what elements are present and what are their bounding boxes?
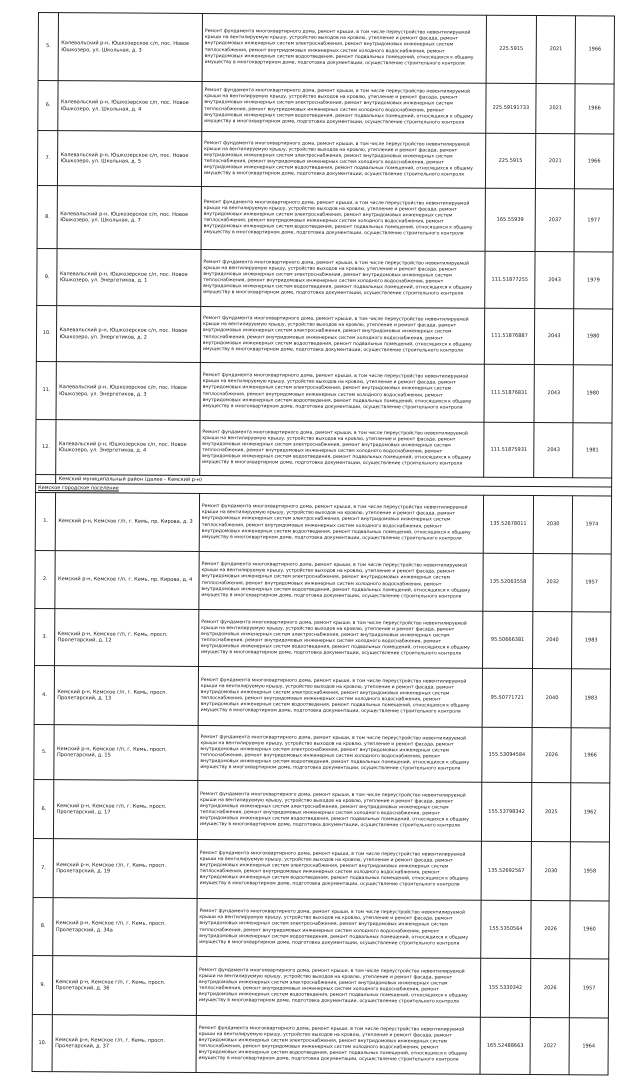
- year-built-cell: 1962: [571, 783, 610, 842]
- year-work-cell: 2026: [531, 959, 570, 1018]
- works-cell: Ремонт фундамента многоквартирного дома, ремонт крыши, в том числе переустройство невентилируемой крыши на вентилируемую крышу, устройство выходов на кровлю, утепление и ремонт фасада, ремонт внутридомовых инженерных систем электроснабжения, ремонт внутридомовых инженерных систем теплоснабжения, ремонт внутридомовых инженерных систем холодного водоснабжения, ремонт внутридомовых инженерных систем водоотведения, ремонт подвальных помещений, относящихся к общему имуществу в многоквартирном доме, подготовка документации, осуществление строительного контроля: [197, 839, 481, 900]
- table-row: [37, 248, 613, 309]
- year-work-cell: 2037: [535, 189, 574, 252]
- year-built-cell: 1979: [574, 252, 613, 309]
- repair-program-table: [32, 12, 615, 1076]
- works-cell: Ремонт фундамента многоквартирного дома, ремонт крыши, в том числе переустройство невентилируемой крыши на вентилируемую крышу, устройство выходов на кровлю, утепление и ремонт фасада, ремонт внутридомовых инженерных систем электроснабжения, ремонт внутридомовых инженерных систем теплоснабжения, ремонт внутридомовых инженерных систем холодного водоснабжения, ремонт внутридомовых инженерных систем водоотведения, ремонт подвальных помещений, относящихся к общему имуществу в многоквартирном доме, подготовка документации, осуществление строительного контроля: [198, 666, 482, 727]
- works-cell: Ремонт фундамента многоквартирного дома, ремонт крыши, в том числе переустройство невентилируемой крыши на вентилируемую крышу, устройство выходов на кровлю, утепление и ремонт фасада, ремонт внутридомовых инженерных систем электроснабжения, ремонт внутридомовых инженерных систем теплоснабжения, ремонт внутридомовых инженерных систем холодного водоснабжения, ремонт внутридомовых инженерных систем водоотведения, ремонт подвальных помещений, относящихся к общему имуществу в многоквартирном доме, подготовка документации, осуществление строительного контроля: [199, 493, 483, 553]
- row-number: 10.: [32, 1014, 53, 1071]
- row-number: 3.: [35, 608, 56, 665]
- address-cell: Кемский р-н, Кемское г/п, г. Кемь, просп. Пролетарский, д. 13: [55, 666, 199, 726]
- cost-cell: 165.55939: [485, 188, 536, 251]
- table-row: [35, 608, 611, 669]
- section-settlement-label: Кемское городское поселение: [38, 484, 119, 492]
- year-built-cell: 1974: [572, 496, 611, 554]
- cost-cell: 225.59191733: [485, 83, 536, 133]
- works-cell: Ремонт фундамента многоквартирного дома, ремонт крыши, в том числе переустройство невентилируемой крыши на вентилируемую крышу, устройство выходов на кровлю, утепление и ремонт фасада, ремонт внутридомовых инженерных систем электроснабжения, ремонт внутридомовых инженерных систем теплоснабжения, ремонт внутридомовых инженерных систем холодного водоснабжения, ремонт внутридомовых инженерных систем водоотведения, ремонт подвальных помещений, относящихся к общему имуществу в многоквартирном доме, подготовка документации, осуществление строительного контроля: [198, 725, 482, 782]
- row-number: 10.: [36, 305, 57, 361]
- address-cell: Калевальский р-н, Юшкозерское с/п, пос. Новое Юшкозеро, ул. Школьная, д. 4: [58, 81, 202, 132]
- year-built-cell: 1957: [569, 959, 608, 1018]
- address-cell: Кемский р-н, Кемское г/п, г. Кемь, просп. Пролетарский, д. 37: [53, 1015, 197, 1073]
- row-number: 5.: [34, 724, 55, 779]
- year-work-cell: 2032: [533, 554, 572, 612]
- year-work-cell: 2021: [536, 84, 575, 134]
- year-work-cell: 2030: [533, 496, 572, 554]
- year-built-cell: 1977: [574, 189, 613, 252]
- year-built-cell: 1980: [573, 365, 612, 423]
- address-cell: Кемский р-н, Кемское г/п, г. Кемь, просп. Пролетарский, д. 15: [54, 725, 198, 781]
- cost-cell: 95.50771721: [482, 668, 533, 727]
- cost-cell: 95.50666381: [482, 611, 533, 668]
- address-cell: Кемский р-н, Кемское г/п, г. Кемь, просп. Пролетарский, д. 17: [54, 780, 198, 840]
- section-empty-cell: [36, 474, 57, 483]
- row-number: 5.: [38, 13, 59, 81]
- table-row: [34, 665, 610, 728]
- cost-cell: 111.51877255: [484, 251, 535, 308]
- works-cell: Ремонт фундамента многоквартирного дома, ремонт крыши, в том числе переустройство невентилируемой крыши на вентилируемую крышу, устройство выходов на кровлю, утепление и ремонт фасада, ремонт внутридомовых инженерных систем электроснабжения, ремонт внутридомовых инженерных систем теплоснабжения, ремонт внутридомовых инженерных систем холодного водоснабжения, ремонт внутридомовых инженерных систем водоотведения, ремонт подвальных помещений, относящихся к общему имуществу в многоквартирном доме, подготовка документации, осуществление строительного контроля: [197, 898, 481, 958]
- cost-cell: 225.5915: [486, 15, 537, 83]
- works-cell: Ремонт фундамента многоквартирного дома, ремонт крыши, в том числе переустройство невентилируемой крыши на вентилируемую крышу, устройство выходов на кровлю, утепление и ремонт фасада, ремонт внутридомовых инженерных систем электроснабжения, ремонт внутридомовых инженерных систем теплоснабжения, ремонт внутридомовых инженерных систем холодного водоснабжения, ремонт внутридомовых инженерных систем водоотведения, ремонт подвальных помещений, относящихся к общему имуществу в многоквартирном доме, подготовка документации, осуществление строительного контроля: [200, 306, 484, 364]
- address-cell: Калевальский р-н, Юшкозерское с/п, пос. Новое Юшкозеро, ул. Школьная, д. 7: [58, 186, 202, 250]
- works-cell: Ремонт фундамента многоквартирного дома, ремонт крыши, в том числе переустройство невентилируемой крыши на вентилируемую крышу, устройство выходов на кровлю, утепление и ремонт фасада, ремонт внутридомовых инженерных систем электроснабжения, ремонт внутридомовых инженерных систем теплоснабжения, ремонт внутридомовых инженерных систем холодного водоснабжения, ремонт внутридомовых инженерных систем водоотведения, ремонт подвальных помещений, относящихся к общему имуществу в многоквартирном доме, подготовка документации, осуществление строительного контроля: [201, 132, 485, 189]
- works-cell: Ремонт фундамента многоквартирного дома, ремонт крыши, в том числе переустройство невентилируемой крыши на вентилируемую крышу, устройство выходов на кровлю, утепление и ремонт фасада, ремонт внутридомовых инженерных систем электроснабжения, ремонт внутридомовых инженерных систем теплоснабжения, ремонт внутридомовых инженерных систем холодного водоснабжения, ремонт внутридомовых инженерных систем водоотведения, ремонт подвальных помещений, относящихся к общему имуществу в многоквартирном доме, подготовка документации, осуществление строительного контроля: [198, 609, 482, 668]
- year-built-cell: 1966: [575, 16, 614, 84]
- cost-cell: 111.51876887: [484, 308, 535, 364]
- works-cell: Ремонт фундамента многоквартирного дома, ремонт крыши, в том числе переустройство невентилируемой крыши на вентилируемую крышу, устройство выходов на кровлю, утепление и ремонт фасада, ремонт внутридомовых инженерных систем электроснабжения, ремонт внутридомовых инженерных систем теплоснабжения, ремонт внутридомовых инженерных систем холодного водоснабжения, ремонт внутридомовых инженерных систем водоотведения, ремонт подвальных помещений, относящихся к общему имуществу в многоквартирном доме, подготовка документации, осуществление строительного контроля: [200, 420, 484, 477]
- year-built-cell: 1966: [571, 728, 610, 783]
- year-built-cell: 1981: [573, 423, 612, 478]
- works-cell: Ремонт фундамента многоквартирного дома, ремонт крыши, в том числе переустройство невентилируемой крыши на вентилируемую крышу, устройство выходов на кровлю, утепление и ремонт фасада, ремонт внутридомовых инженерных систем электроснабжения, ремонт внутридомовых инженерных систем теплоснабжения, ремонт внутридомовых инженерных систем холодного водоснабжения, ремонт внутридомовых инженерных систем водоотведения, ремонт подвальных помещений, относящихся к общему имуществу в многоквартирном доме, подготовка документации, осуществление строительного контроля: [196, 1015, 480, 1074]
- year-work-cell: 2030: [531, 842, 570, 901]
- table-row: [35, 492, 611, 554]
- year-work-cell: 2040: [532, 669, 571, 728]
- cost-cell: 165.52488663: [480, 1017, 531, 1074]
- works-cell: Ремонт фундамента многоквартирного дома, ремонт крыши, в том числе переустройство невентилируемой крыши на вентилируемую крышу, устройство выходов на кровлю, утепление и ремонт фасада, ремонт внутридомовых инженерных систем электроснабжения, ремонт внутридомовых инженерных систем теплоснабжения, ремонт внутридомовых инженерных систем холодного водоснабжения, ремонт внутридомовых инженерных систем водоотведения, ремонт подвальных помещений, относящихся к общему имуществу в многоквартирном доме, подготовка документации, осуществление строительного контроля: [199, 551, 483, 611]
- works-cell: Ремонт фундамента многоквартирного дома, ремонт крыши, в том числе переустройство невентилируемой крыши на вентилируемую крышу, устройство выходов на кровлю, утепление и ремонт фасада, ремонт внутридомовых инженерных систем электроснабжения, ремонт внутридомовых инженерных систем теплоснабжения, ремонт внутридомовых инженерных систем холодного водоснабжения, ремонт внутридомовых инженерных систем водоотведения, ремонт подвальных помещений, относящихся к общему имуществу в многоквартирном доме, подготовка документации, осуществление строительного контроля: [202, 14, 486, 84]
- works-cell: Ремонт фундамента многоквартирного дома, ремонт крыши, в том числе переустройство невентилируемой крыши на вентилируемую крышу, устройство выходов на кровлю, утепление и ремонт фасада, ремонт внутридомовых инженерных систем электроснабжения, ремонт внутридомовых инженерных систем теплоснабжения, ремонт внутридомовых инженерных систем холодного водоснабжения, ремонт внутридомовых инженерных систем водоотведения, ремонт подвальных помещений, относящихся к общему имуществу в многоквартирном доме, подготовка документации, осуществление строительного контроля: [201, 187, 485, 252]
- row-number: 1.: [35, 492, 56, 550]
- table-row: [32, 1014, 608, 1075]
- year-built-cell: 1964: [569, 1018, 608, 1075]
- year-work-cell: 2043: [534, 365, 573, 423]
- address-cell: Кемский р-н, Кемское г/п, г. Кемь, пр. Кирова, д. 3: [56, 493, 200, 552]
- year-built-cell: 1983: [572, 612, 611, 669]
- year-work-cell: 2025: [532, 783, 571, 842]
- year-work-cell: 2021: [536, 16, 575, 84]
- section-district-label: Кемский муниципальный район (далее - Кемский р-н): [56, 475, 612, 487]
- table-row: [38, 13, 614, 85]
- table-row: [36, 419, 612, 478]
- works-cell: Ремонт фундамента многоквартирного дома, ремонт крыши, в том числе переустройство невентилируемой крыши на вентилируемую крышу, устройство выходов на кровлю, утепление и ремонт фасада, ремонт внутридомовых инженерных систем электроснабжения, ремонт внутридомовых инженерных систем теплоснабжения, ремонт внутридомовых инженерных систем холодного водоснабжения, ремонт внутридомовых инженерных систем водоотведения, ремонт подвальных помещений, относящихся к общему имуществу в многоквартирном доме, подготовка документации, осуществление строительного контроля: [202, 82, 486, 134]
- year-work-cell: 2027: [530, 1018, 569, 1075]
- table-body-kem: [32, 492, 612, 1075]
- row-number: 6.: [33, 779, 54, 838]
- table-row: [33, 897, 609, 959]
- cost-cell: 225.5915: [485, 133, 536, 188]
- table-row: [33, 779, 609, 842]
- table-row: [35, 550, 611, 612]
- year-built-cell: 1966: [575, 84, 614, 134]
- row-number: 12.: [36, 419, 57, 474]
- address-cell: Калевальский р-н, Юшкозерское с/п, пос. Новое Юшкозеро, ул. Школьная, д. 5: [58, 131, 202, 187]
- year-built-cell: 1960: [570, 901, 609, 959]
- cost-cell: 155.5350564: [480, 900, 531, 958]
- cost-cell: 155.5330342: [480, 958, 531, 1017]
- address-cell: Калевальский р-н, Юшкозерское с/п, пос. Новое Юшкозеро, ул. Энергетиков, д. 4: [56, 420, 200, 476]
- address-cell: Калевальский р-н, Юшкозерское с/п, пос. Новое Юшкозеро, ул. Энергетиков, д. 1: [57, 249, 201, 307]
- cost-cell: 135.52692567: [481, 841, 532, 900]
- address-cell: Калевальский р-н, Юшкозерское с/п, пос. Новое Юшкозеро, ул. Энергетиков, д. 3: [56, 362, 200, 421]
- year-work-cell: 2021: [536, 134, 575, 189]
- address-cell: Кемский р-н, Кемское г/п, г. Кемь, пр. Кирова, д. 4: [55, 551, 199, 610]
- row-number: 9.: [37, 248, 58, 305]
- row-number: 8.: [33, 897, 54, 955]
- year-built-cell: 1983: [571, 669, 610, 728]
- table-row: [32, 955, 608, 1018]
- row-number: 8.: [37, 185, 58, 248]
- works-cell: Ремонт фундамента многоквартирного дома, ремонт крыши, в том числе переустройство невентилируемой крыши на вентилируемую крышу, устройство выходов на кровлю, утепление и ремонт фасада, ремонт внутридомовых инженерных систем электроснабжения, ремонт внутридомовых инженерных систем теплоснабжения, ремонт внутридомовых инженерных систем холодного водоснабжения, ремонт внутридомовых инженерных систем водоотведения, ремонт подвальных помещений, относящихся к общему имуществу в многоквартирном доме, подготовка документации, осуществление строительного контроля: [196, 956, 480, 1017]
- cost-cell: 155.53094584: [481, 727, 532, 782]
- address-cell: Кемский р-н, Кемское г/п, г. Кемь, просп. Пролетарский, д. 12: [55, 609, 199, 667]
- address-cell: Кемский р-н, Кемское г/п, г. Кемь, просп. Пролетарский, д. 19: [54, 839, 198, 899]
- row-number: 2.: [35, 550, 56, 608]
- year-built-cell: 1957: [572, 554, 611, 612]
- year-work-cell: 2043: [534, 423, 573, 478]
- works-cell: Ремонт фундамента многоквартирного дома, ремонт крыши, в том числе переустройство невентилируемой крыши на вентилируемую крышу, устройство выходов на кровлю, утепление и ремонт фасада, ремонт внутридомовых инженерных систем электроснабжения, ремонт внутридомовых инженерных систем теплоснабжения, ремонт внутридомовых инженерных систем холодного водоснабжения, ремонт внутридомовых инженерных систем водоотведения, ремонт подвальных помещений, относящихся к общему имуществу в многоквартирном доме, подготовка документации, осуществление строительного контроля: [201, 250, 485, 309]
- row-number: 4.: [34, 665, 55, 724]
- address-cell: Кемский р-н, Кемское г/п, г. Кемь, просп. Пролетарский, д. 36: [53, 956, 197, 1016]
- table-row: [36, 361, 612, 423]
- year-built-cell: 1958: [570, 842, 609, 901]
- row-number: 6.: [38, 81, 59, 131]
- year-built-cell: 1966: [575, 134, 614, 189]
- row-number: 11.: [36, 361, 57, 419]
- cost-cell: 111.51876831: [484, 364, 535, 422]
- year-work-cell: 2043: [535, 252, 574, 309]
- cost-cell: 135.52063558: [482, 553, 533, 611]
- row-number: 7.: [37, 131, 58, 186]
- table-row: [37, 131, 613, 190]
- address-cell: Кемский р-н, Кемское г/п, г. Кемь, просп. Пролетарский, д. 34а: [53, 898, 197, 957]
- cost-cell: 135.52678011: [483, 495, 534, 553]
- table-row: [33, 838, 609, 901]
- address-cell: Калевальский р-н, Юшкозерское с/п, пос. Новое Юшкозеро, ул. Энергетиков, д. 2: [57, 306, 201, 363]
- works-cell: Ремонт фундамента многоквартирного дома, ремонт крыши, в том числе переустройство невентилируемой крыши на вентилируемую крышу, устройство выходов на кровлю, утепление и ремонт фасада, ремонт внутридомовых инженерных систем электроснабжения, ремонт внутридомовых инженерных систем теплоснабжения, ремонт внутридомовых инженерных систем холодного водоснабжения, ремонт внутридомовых инженерных систем водоотведения, ремонт подвальных помещений, относящихся к общему имуществу в многоквартирном доме, подготовка документации, осуществление строительного контроля: [197, 780, 481, 841]
- year-work-cell: 2043: [535, 309, 574, 365]
- cost-cell: 155.53798342: [481, 782, 532, 841]
- row-number: 9.: [32, 955, 53, 1014]
- cost-cell: 111.51875931: [483, 422, 534, 477]
- table-row: [36, 305, 612, 365]
- year-work-cell: 2040: [533, 612, 572, 669]
- year-work-cell: 2026: [531, 901, 570, 959]
- table-row: [38, 81, 614, 135]
- address-cell: Калевальский р-н, Юшкозерское с/п, пос. Новое Юшкозеро, ул. Школьная, д. 3: [59, 13, 203, 82]
- works-cell: Ремонт фундамента многоквартирного дома, ремонт крыши, в том числе переустройство невентилируемой крыши на вентилируемую крышу, устройство выходов на кровлю, утепление и ремонт фасада, ремонт внутридомовых инженерных систем электроснабжения, ремонт внутридомовых инженерных систем теплоснабжения, ремонт внутридомовых инженерных систем холодного водоснабжения, ремонт внутридомовых инженерных систем водоотведения, ремонт подвальных помещений, относящихся к общему имуществу в многоквартирном доме, подготовка документации, осуществление строительного контроля: [200, 362, 484, 422]
- row-number: 7.: [33, 838, 54, 897]
- year-work-cell: 2026: [532, 728, 571, 783]
- table-body-kalevala: [36, 13, 615, 479]
- year-built-cell: 1980: [573, 309, 612, 365]
- table-row: [34, 724, 610, 783]
- table-row: [37, 185, 613, 252]
